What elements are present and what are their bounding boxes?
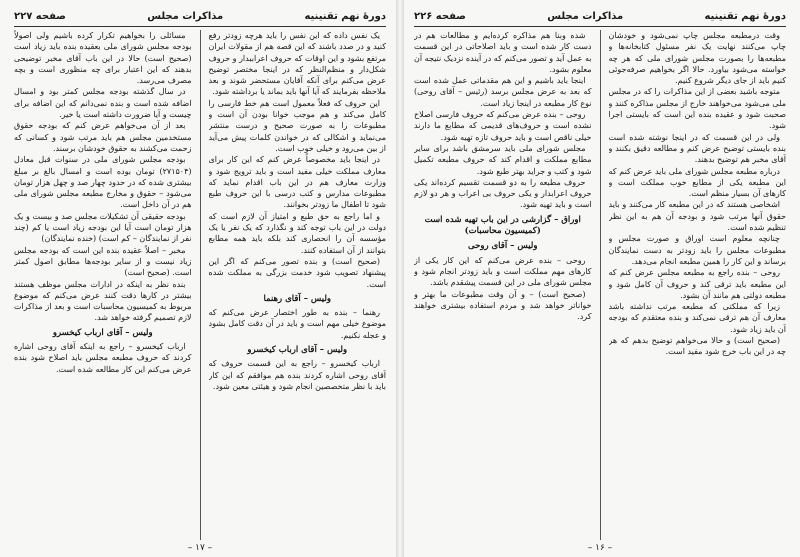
paragraph: در اینجا باید مخصوصاً عرض کنم که این کار برای معارف مملکت خیلی مفید است و باید ترویج شود و وزارت معارف هم در این باب اقدام نماید که مطبوعات مدارس و کتب درسی با این حروف طبع شود تا اطفال ما زودتر بخوانند. <box>208 155 386 210</box>
paragraph: زیرا که مملکتی که مطبعه مرتب نداشته باشد معارف آن هم ترقی نمی‌کند و بنده معتقدم که بودجه آن باید زیاد شود. <box>608 302 786 334</box>
left-header-page-number: صفحه ۲۲۷ <box>14 11 66 22</box>
paragraph: اینجا باید باشیم و این هم مقدماتی عمل شده است که بعد به عرض مجلس برسد (رئیس – آقای روحی) نوع کار مطبعه در اینجا زیاد است. <box>414 76 592 108</box>
paragraph: متوجه باشید بعضی از این مذاکرات را که در مجلس ملی می‌شود می‌خواهند خارج از مجلس مذاکره کنند و صحبت شود و عقیده بنده این است که بایستی اجرا شود. <box>608 87 786 131</box>
paragraph: مسائلی را بخواهیم تکرار کرده باشیم ولی اصولاً بودجه مجلس شورای ملی بعقیده بنده باید زیاد است (صحیح است) حالا در این باب آقای مخبر توضیحی بدهند که این اعتبار برای چه منظوری است و بچه مصرف می‌رسد. <box>14 31 192 86</box>
paragraph: (صحیح است) – و آن وقت مطبوعات ما بهتر و خواناتر خواهد شد و مردم استفاده بیشتری خواهند کرد. <box>414 289 592 322</box>
speaker-heading: ولیس – آقای ارباب کیخسرو <box>247 345 348 356</box>
paragraph: (صحیح است) و حالا می‌خواهم توضیح بدهم که هر چه در این باب خرج شود مفید است. <box>608 336 786 357</box>
section-heading: اوراق – گزارشی در این باب تهیه شده است (کمیسیون محاسبات) <box>424 214 581 237</box>
left-page-left-column <box>14 30 192 540</box>
right-header-title: مذاکرات مجلس <box>547 11 624 22</box>
paragraph: روحی – بنده عرض می‌کنم که حروف فارسی اصلاح نشده است و حروف‌های قدیمی که مطابع ما دارند خیلی ناقص است و باید حروف تازه تهیه شود. <box>414 110 592 142</box>
paragraph: شده وبنا هم مذاکره کرده‌ایم و مطالعات هم در دست کار شده است و باید اصلاحاتی در این قسمت به عمل آید و تصور می‌کنم که در آینده نزدیک نتیجه آن معلوم بشود. <box>414 31 592 74</box>
column-rule <box>200 30 201 540</box>
left-page-right-column <box>209 30 387 540</box>
right-folio: – ۱۶ – <box>587 543 613 553</box>
right-page-columns <box>414 30 786 540</box>
paragraph: روحی – بنده راجع به مطبعه مجلس عرض کنم که این مطبعه باید ترقی کند و حروف آن کامل شود و مطبعه دولتی هم مانند آن بشود. <box>608 268 786 300</box>
paragraph: ولی در این قسمت که در اینجا نوشته شده است بنده بایستی توضیح عرض کنم و مطالعه دقیق بکنند و آقای مخبر هم توضیح بدهند. <box>608 132 786 165</box>
left-header-session: دورهٔ نهم تقنینیه <box>304 11 386 22</box>
paragraph: مجلس شورای ملی باید سرمشق باشد برای سایر مطابع مملکت و اقدام کند که حروف مطبعه تکمیل شود و کتب و جراید بهتر طبع شود. <box>414 143 592 176</box>
paragraph: ارباب کیخسرو – راجع به اینکه آقای روحی اشاره کردند که حروف مطبعه مجلس باید اصلاح شود بنده عرض می‌کنم این کار مطالعه شده است. <box>14 342 192 374</box>
paragraph: و اما راجع به حق طبع و امتیاز آن لازم است که دولت در این باب توجه کند و نگذارد که یک نفر یا یک مؤسسه آن را انحصاری کند بلکه باید همه مطابع بتوانند از آن استفاده کنند. <box>208 211 386 255</box>
paragraph: بودجه مجلس شورای ملی در سنوات قبل معادل (۲۷۱۵۰۴) تومان بوده است و امسال بالغ بر مبلغ بیشتری شده که در حدود چهار صد و چهل هزار تومان می‌شود – حقوق و مخارج مطبعه مجلس شورای ملی هم در آن داخل است. <box>14 155 192 210</box>
paragraph: اشخاصی هستند که در این مطبعه کار می‌کنند و باید حقوق آنها مرتب شود و بودجه آن هم به این نظر تنظیم شده است. <box>608 200 786 233</box>
speaker-heading: ولیس – آقای روحی <box>468 241 538 252</box>
right-page <box>400 0 800 557</box>
right-header-page-number: صفحه ۲۲۶ <box>414 11 466 22</box>
paragraph: این حروف که فعلاً معمول است هم خط فارسی را کامل می‌کند و هم موجب خوانا بودن آن است و مطبوعات را به صورت صحیح و درست منتشر می‌نماید و اشکالی که در خواندن کلمات پیش می‌آید از بین می‌رود و خیلی خوب است. <box>208 98 386 153</box>
speaker-heading: ولیس – آقای ارباب کیخسرو <box>52 327 153 338</box>
paragraph: (صحیح است) و بنده تصور می‌کنم که اگر این پیشنهاد تصویب شود خدمت بزرگی به مملکت شده است. <box>208 256 386 289</box>
right-page-right-column <box>609 30 787 540</box>
left-header-title: مذاکرات مجلس <box>147 11 224 22</box>
right-running-head <box>414 10 786 27</box>
column-rule <box>600 30 601 540</box>
paragraph: در سال گذشته بودجه مجلس کمتر بود و امسال اضافه شده است و بنده نمی‌دانم که این اضافه برای چیست و آیا ضرورت داشته است یا خیر. <box>14 87 192 120</box>
left-running-head <box>14 10 386 27</box>
right-page-left-column <box>414 30 592 540</box>
paragraph: بودجه حقیقی آن تشکیلات مجلس صد و بیست و یک هزار تومان است آیا این بودجه زیاد است یا کم (چند نفر از نمایندگان – کم است) (خنده نمایندگان) <box>14 211 192 244</box>
paragraph: بعد از آن می‌خواهم عرض کنم که بودجه حقوق مستخدمین مجلس هم باید مرتب شود و کسانی که زحمت می‌کشند به حقوق خودشان برسند. <box>14 121 192 153</box>
paragraph: رهنما – بنده به طور اختصار عرض می‌کنم که موضوع خیلی مهم است و باید در آن دقت کامل بشود و عجله نکنیم. <box>208 308 386 340</box>
paragraph: ارباب کیخسرو – راجع به این قسمت حروف که آقای روحی اشاره کردند بنده هم موافقم که این کار باید با نظر متخصصین انجام شود و هیئتی معین شود. <box>208 359 386 391</box>
right-header-session: دورهٔ نهم تقنینیه <box>704 11 786 22</box>
paragraph: یک نفس داده که این نفس را باید هرچه زودتر رفع کنید و در صدد باشند که این قصه هم از مقولات ایران مرتفع بشود و این اوقات که حروف اعراببدار و حروف شکل‌دار و منظم‌النظر که در اینجا مختصر توضیح عرض می‌کنم برای آنکه آقایان مستحضر شوند و بعد ملاحظه بفرمایند که آیا آنها باید بماند یا برداشته شود. <box>208 31 386 97</box>
left-folio: – ۱۷ – <box>187 543 213 553</box>
paragraph: درباره مطبعه مجلس شورای ملی باید عرض کنم که این مطبعه یکی از مطابع خوب مملکت است و کارهای آن بسیار منظم است. <box>608 166 786 199</box>
paragraph: چنانچه معلوم است اوراق و صورت مجلس و مطبوعات مجلس را باید زودتر به دست نمایندگان برساند و این کار را همین مطبعه انجام می‌دهد. <box>608 234 786 266</box>
paragraph: وقت درمطبعه مجلس چاپ نمی‌شود و خودشان چاپ می‌کنند نهایت یک نفر مسئول کتابخانه‌ها و مطبعه‌ها را بصورت مجلس شورای ملی که هر چه خواسته می‌شود بیاورد. حالا اگر بخواهیم صرفه‌جوئی کنیم باید از جای دیگر شروع کنیم. <box>608 31 786 86</box>
speaker-heading: ولیس – آقای رهنما <box>263 293 332 304</box>
paragraph: روحی – بنده عرض می‌کنم که این کار یکی از کارهای مهم مملکت است و باید زودتر انجام شود و مجلس شورای ملی در این قسمت پیشقدم باشد. <box>414 255 592 288</box>
left-page-columns <box>14 30 386 540</box>
paragraph: بنده نظر به اینکه در ادارات مجلس موظف هستند بیشتر در کارها دقت کنند عرض می‌کنم که موضوع مربوط به کمیسیون محاسبات است و بعد از مذاکرات لازم تصمیم گرفته خواهد شد. <box>14 279 192 323</box>
paragraph: حروف مطبعه را به دو قسمت تقسیم کرده‌اند یکی حروف اعرابدار و یکی حروف بی اعراب و هر دو لازم است و باید تهیه شود. <box>414 177 592 210</box>
paragraph: مخبر – اصلاً عقیده بنده این است که بودجه مجلس زیاد نیست و از سایر بودجه‌ها مطابق اصول کمتر است. (صحیح است) <box>14 245 192 278</box>
